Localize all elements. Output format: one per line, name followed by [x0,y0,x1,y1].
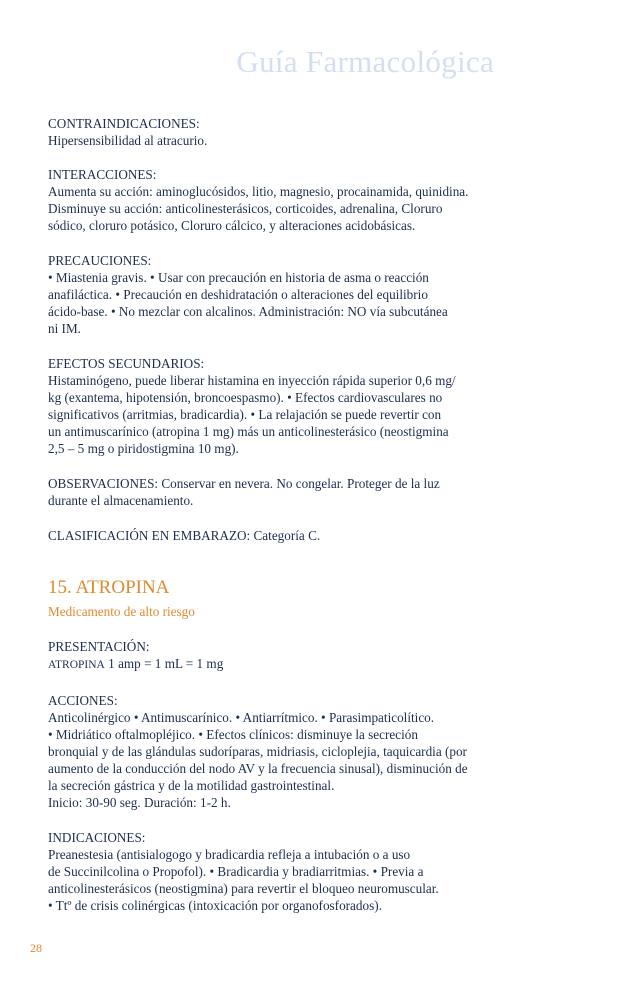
presentacion-drug: ATROPINA [48,659,105,671]
acciones-line: Inicio: 30-90 seg. Duración: 1-2 h. [48,795,231,810]
precauciones-line: ni IM. [48,321,81,336]
indicaciones-line: Preanestesia (antisialogogo y bradicardia refleja a intubación o a uso [48,847,411,862]
efectos-line: un antimuscarínico (atropina 1 mg) más un anticolinesterásico (neostigmina [48,424,449,439]
precauciones-line: ácido-base. • No mezclar con alcalinos. Administración: NO vía subcutánea [48,304,448,319]
presentacion-value: 1 amp = 1 mL = 1 mg [104,656,224,671]
contraindicaciones-section [48,115,518,149]
efectos-section [48,355,518,457]
interacciones-line: sódico, cloruro potásico, Cloruro cálcico, y alteraciones acidobásicas. [48,218,416,233]
indicaciones-line: • Ttº de crisis colinérgicas (intoxicación por organofosforados). [48,898,382,913]
indicaciones-section [48,829,518,914]
interacciones-line: Aumenta su acción: aminoglucósidos, litio, magnesio, procainamida, quinidina. [48,184,469,199]
page-number: 28 [30,941,42,955]
observaciones-line: durante el almacenamiento. [48,493,194,508]
precauciones-section [48,252,518,337]
document-content [48,115,518,914]
drug-section-subtitle: Medicamento de alto riesgo [48,604,195,619]
interacciones-label: INTERACCIONES: [48,167,157,182]
contraindicaciones-line: Hipersensibilidad al atracurio. [48,133,208,148]
efectos-label: EFECTOS SECUNDARIOS: [48,356,205,371]
interacciones-line: Disminuye su acción: anticolinesterásicos, corticoides, adrenalina, Cloruro [48,201,443,216]
embarazo-text: CLASIFICACIÓN EN EMBARAZO: Categoría C. [48,528,321,543]
acciones-label: ACCIONES: [48,693,118,708]
precauciones-label: PRECAUCIONES: [48,253,152,268]
observaciones-section [48,475,518,509]
acciones-section [48,692,518,811]
embarazo-section [48,527,518,544]
presentacion-line [48,655,518,674]
interacciones-section [48,166,518,234]
precauciones-line: anafiláctica. • Precaución en deshidratación o alteraciones del equilibrio [48,287,428,302]
indicaciones-line: anticolinesterásicos (neostigmina) para revertir el bloqueo neuromuscular. [48,881,439,896]
contraindicaciones-label: CONTRAINDICACIONES: [48,116,200,131]
presentacion-label: PRESENTACIÓN: [48,639,150,654]
efectos-line: kg (exantema, hipotensión, broncoespasmo). • Efectos cardiovasculares no [48,390,443,405]
efectos-line: 2,5 – 5 mg o piridostigmina 10 mg). [48,441,239,456]
precauciones-line: • Miastenia gravis. • Usar con precaución en historia de asma o reacción [48,270,429,285]
indicaciones-line: de Succinilcolina o Propofol). • Bradicardia y bradiarritmias. • Previa a [48,864,424,879]
page-header-title: Guía Farmacológica [236,44,494,79]
efectos-line: Histaminógeno, puede liberar histamina en inyección rápida superior 0,6 mg/ [48,373,456,388]
acciones-line: • Midriático oftalmopléjico. • Efectos clínicos: disminuye la secreción [48,727,418,742]
acciones-line: la secreción gástrica y de la motilidad gastrointestinal. [48,778,335,793]
efectos-line: significativos (arritmias, bradicardia). • La relajación se puede revertir con [48,407,442,422]
acciones-line: bronquial y de las glándulas sudoríparas, midriasis, cicloplejia, taquicardia (por [48,744,467,759]
indicaciones-label: INDICACIONES: [48,830,146,845]
observaciones-line: OBSERVACIONES: Conservar en nevera. No congelar. Proteger de la luz [48,476,440,491]
drug-section-title: 15. ATROPINA [48,577,170,598]
acciones-line: aumento de la conducción del nodo AV y la frecuencia sinusal), disminución de [48,761,468,776]
acciones-line: Anticolinérgico • Antimuscarínico. • Antiarrítmico. • Parasimpaticolítico. [48,710,435,725]
presentacion-section [48,638,518,674]
